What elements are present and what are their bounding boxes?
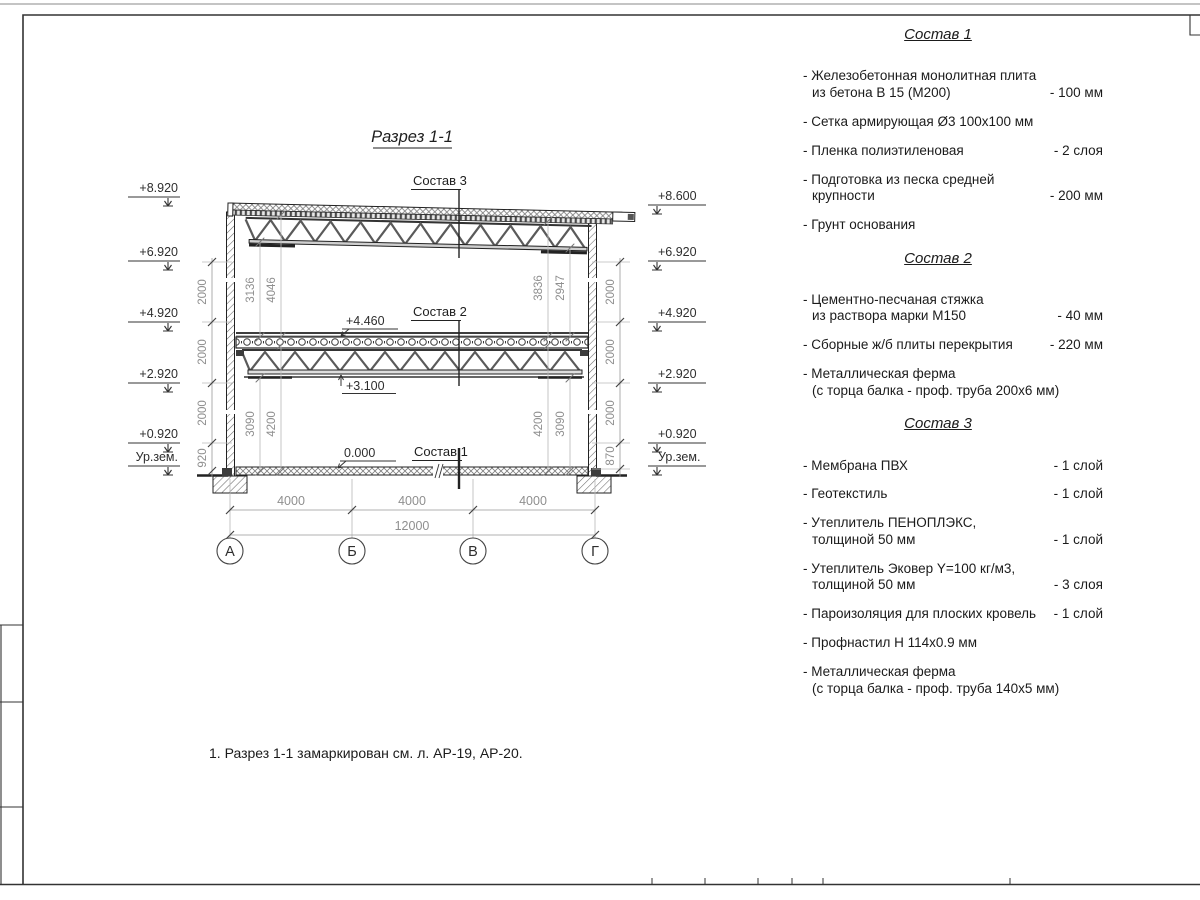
- sostav2-label: Состав 2: [413, 304, 467, 319]
- dim-label: 3090: [555, 411, 567, 437]
- dim-label: 2947: [555, 275, 567, 301]
- level-mark-label: +8.920: [139, 181, 178, 195]
- sostav-1-title: Состав 1: [904, 26, 972, 43]
- sostav-3-title: Состав 3: [904, 415, 972, 433]
- dim-label: 2000: [605, 400, 617, 426]
- sostav-2-section: [803, 250, 1103, 400]
- list-item: - Цементно-песчаная стяжка из раствора марки М150 - 40 мм: [803, 291, 1103, 324]
- level-mark-label: +4.920: [658, 306, 697, 320]
- list-item: - Профнастил Н 114х0.9 мм: [803, 635, 977, 651]
- level-marks-right: [648, 189, 706, 475]
- dim-label: 4000: [277, 494, 305, 508]
- list-item: - Подготовка из песка средней крупности - 200 мм: [803, 171, 1103, 204]
- axis-label: Г: [591, 544, 599, 560]
- list-item: - Пароизоляция для плоских кровель - 1 слой: [803, 606, 1103, 622]
- sostav-3-section: [803, 415, 1103, 697]
- roof-assembly: [227, 203, 635, 254]
- floor-assembly: [236, 333, 588, 378]
- elevation-0000-label: 0.000: [344, 446, 376, 460]
- wall-left: [227, 212, 235, 476]
- drawing-labels: [338, 128, 468, 489]
- level-mark-label: +6.920: [139, 245, 178, 259]
- level-mark-label: +8.600: [658, 189, 697, 203]
- dim-label: 4000: [398, 494, 426, 508]
- dim-label: 4000: [519, 494, 547, 508]
- dim-label: 3136: [245, 277, 257, 303]
- elevation-4460-label: +4.460: [346, 314, 385, 328]
- dim-label: 4046: [266, 277, 278, 303]
- list-item: - Сборные ж/б плиты перекрытия - 220 мм: [803, 337, 1103, 353]
- level-mark-label: +4.920: [139, 306, 178, 320]
- axis-bubbles: [217, 538, 608, 564]
- list-item: - Утеплитель Эковер Y=100 кг/м3, толщиной 50 мм - 3 слоя: [803, 560, 1103, 593]
- list-item: - Металлическая ферма (с торца балка - проф. труба 140х5 мм): [803, 664, 1060, 696]
- sostav-2-title: Состав 2: [904, 249, 972, 267]
- list-item: - Пленка полиэтиленовая - 2 слоя: [803, 142, 1103, 158]
- dim-label: 3090: [245, 411, 257, 437]
- dim-label: 3836: [533, 275, 545, 301]
- level-mark-label: Ур.зем.: [658, 450, 701, 464]
- elevation-3100-label: +3.100: [346, 379, 385, 393]
- axis-label: Б: [347, 544, 357, 560]
- dim-label: 920: [197, 448, 209, 468]
- level-marks-left: [128, 181, 180, 475]
- dim-label: 2000: [605, 279, 617, 305]
- dim-label: 2000: [197, 400, 209, 426]
- section-title: Разрез 1-1: [371, 128, 453, 146]
- list-item: - Грунт основания: [803, 217, 916, 233]
- level-mark-label: +0.920: [658, 427, 697, 441]
- list-item: - Мембрана ПВХ - 1 слой: [803, 457, 1103, 473]
- level-mark-label: Ур.зем.: [135, 450, 178, 464]
- axis-label: А: [225, 544, 235, 560]
- dim-chain-right: [592, 258, 630, 477]
- dim-label: 2000: [197, 339, 209, 365]
- level-mark-label: +2.920: [658, 367, 697, 381]
- dim-label: 2000: [605, 339, 617, 365]
- level-mark-label: +2.920: [139, 367, 178, 381]
- sostav3-label: Состав 3: [413, 173, 467, 188]
- sostav-1-section: [803, 26, 1103, 234]
- dim-label: 870: [605, 446, 617, 466]
- dim-label: 4200: [533, 411, 545, 437]
- list-item: - Утеплитель ПЕНОПЛЭКС, толщиной 50 мм - 1 слой: [803, 515, 1103, 547]
- list-item: - Металлическая ферма (с торца балка - проф. труба 200х6 мм): [803, 366, 1060, 398]
- level-mark-label: +6.920: [658, 245, 697, 259]
- list-item: - Геотекстиль - 1 слой: [803, 486, 1103, 502]
- footing-right: [577, 476, 611, 493]
- ground-assembly: [197, 464, 627, 493]
- dim-label: 12000: [394, 519, 430, 533]
- sheet-note: 1. Разрез 1-1 замаркирован см. л. АР-19, АР-20.: [209, 745, 523, 761]
- list-item: - Сетка армирующая Ø3 100х100 мм: [803, 113, 1034, 129]
- bottom-dims: [217, 479, 608, 564]
- axis-label: В: [468, 544, 478, 560]
- sostav1-label: Состав 1: [414, 444, 468, 459]
- list-item: - Железобетонная монолитная плита из бетона В 15 (М200) - 100 мм: [803, 68, 1103, 100]
- level-mark-label: +0.920: [139, 427, 178, 441]
- composition-panel: [803, 26, 1103, 713]
- dim-label: 4200: [266, 411, 278, 437]
- dim-label: 2000: [197, 279, 209, 305]
- wall-right: [589, 222, 597, 476]
